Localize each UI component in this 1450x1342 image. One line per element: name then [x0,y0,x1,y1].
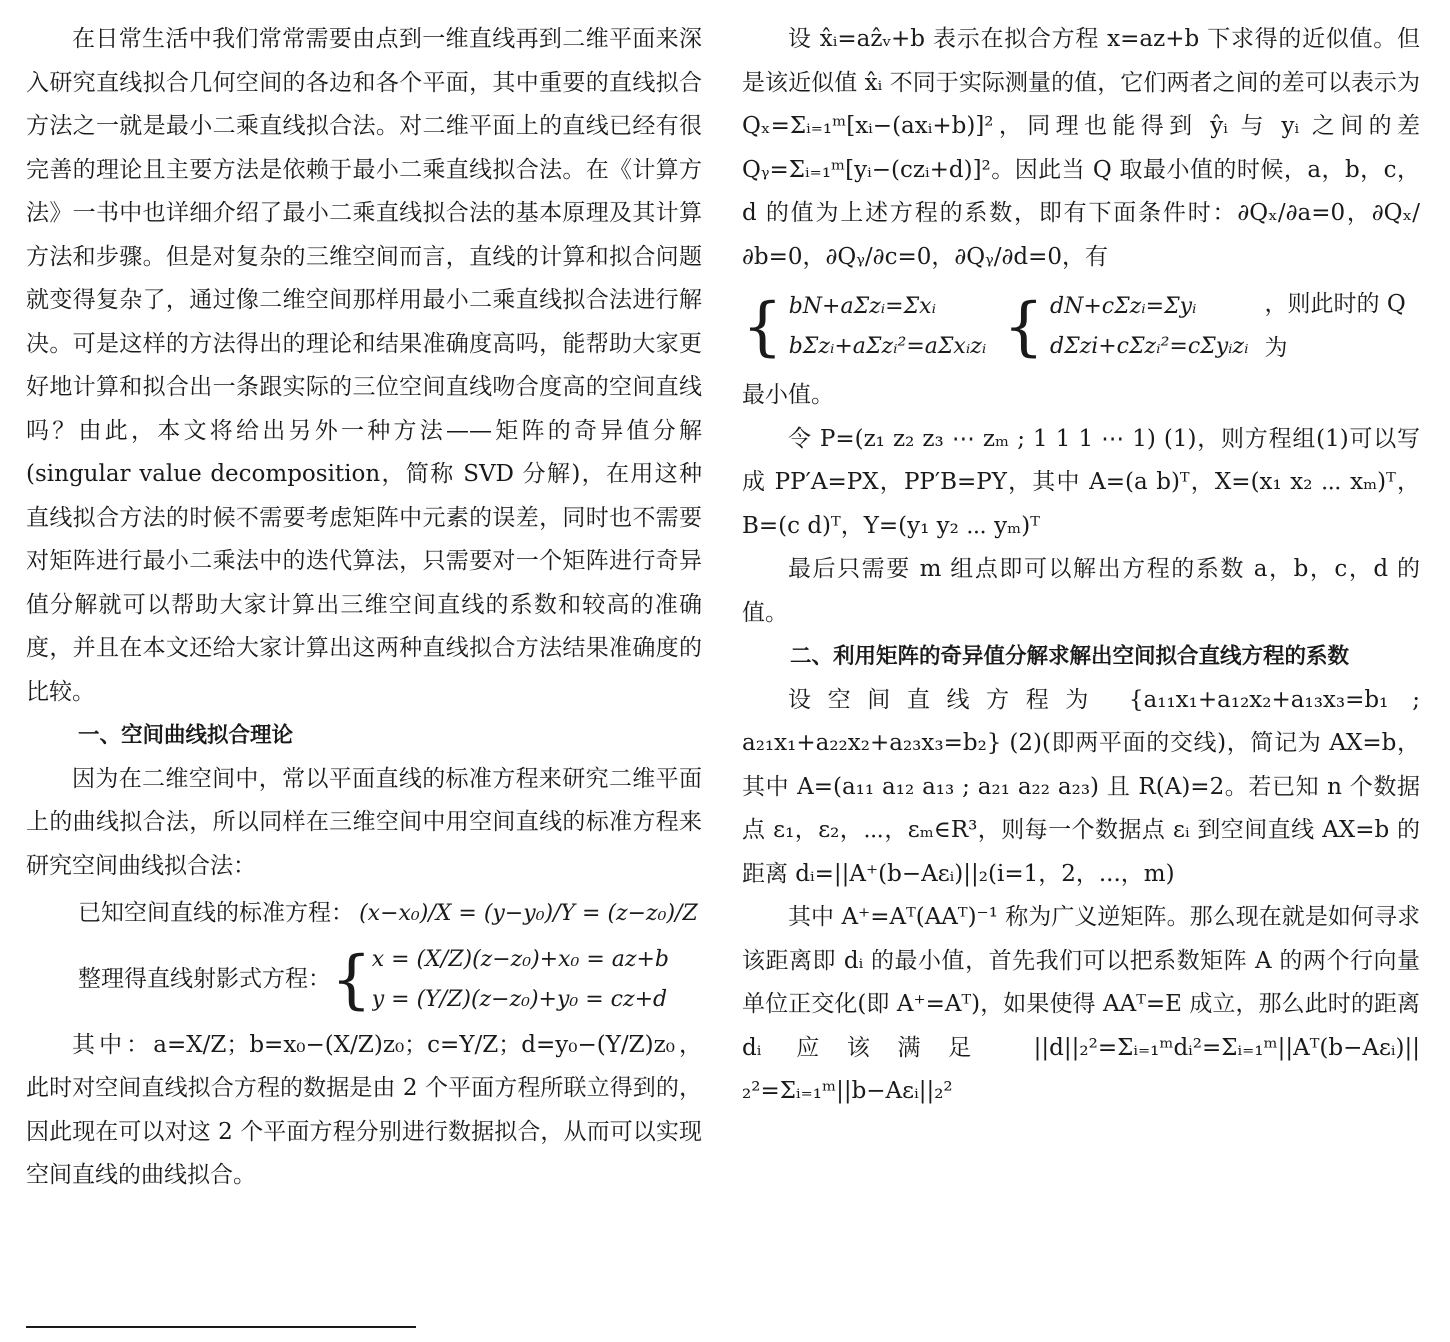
projection-equation [26,940,702,1020]
right-column [742,18,1420,1114]
system1 [789,287,998,367]
system2-brace: { [1003,289,1044,364]
projection-equation-lines [372,940,669,1020]
system1-brace: { [742,289,783,364]
coefficients-paragraph: 其中：a=X/Z；b=x₀−(X/Z)z₀；c=Y/Z；d=y₀−(Y/Z)z₀，此时对空间直线拟合方程的数据是由 2 个平面方程所联立得到的，因此现在可以对这 2 个平面方程分别进行数据拟合，从而可以实现空间直线的曲线拟合。 [26,1031,702,1188]
section-heading-2: 二、利用矩阵的奇异值分解求解出空间拟合直线方程的系数 [790,644,1350,669]
standard-equation [26,892,702,936]
system2 [1050,287,1259,367]
standard-equation-label: 已知空间直线的标准方程： [78,900,354,926]
projection-equation-x: x = (X/Z)(z−z₀)+x₀ = az+b [371,946,669,972]
projection-equation-y: y = (Y/Z)(z−z₀)+y₀ = cz+d [371,986,668,1012]
intro-paragraph: 在日常生活中我们常常需要由点到一维直线再到二维平面来深入研究直线拟合几何空间的各边和各个平面，其中重要的直线拟合方法之一就是最小二乘直线拟合法。对二维平面上的直线已经有很完善的理论且主要方法是依赖于最小二乘直线拟合法。在《计算方法》一书中也详细介绍了最小二乘直线拟合法的基本原理及其计算方法和步骤。但是对复杂的三维空间而言，直线的计算和拟合问题就变得复杂了，通过像二维空间那样用最小二乘直线拟合法进行解决。可是这样的方法得出的理论和结果准确度高吗，能帮助大家更好地计算和拟合出一条跟实际的三位空间直线吻合度高的空间直线吗？由此，本文将给出另外一种方法——矩阵的奇异值分解(singular value decomposition，简称 SVD 分解)，在用这种直线拟合方法的时候不需要考虑矩阵中元素的误差，同时也不需要对矩阵进行最小二乘法中的迭代算法，只需要对一个矩阵进行奇异值分解就可以帮助大家计算出三维空间直线的系数和较高的准确度，并且在本文还给大家计算出这两种直线拟合方法结果准确度的比较。 [26,26,702,705]
system1-line1: bN+aΣzᵢ=Σxᵢ [788,293,936,319]
solve-coefficients-paragraph: 最后只需要 m 组点即可以解出方程的系数 a，b，c，d 的值。 [742,556,1420,626]
system2-line1: dN+cΣzᵢ=Σyᵢ [1049,293,1197,319]
normal-equations [742,283,1420,370]
system1-line2: bΣzᵢ+aΣzᵢ²=aΣxᵢzᵢ [788,333,987,359]
footnote-rule [26,1326,416,1328]
minimum-text: 最小值。 [742,382,834,408]
theory-paragraph: 因为在二维空间中，常以平面直线的标准方程来研究二维平面上的曲线拟合法，所以同样在三维空间中用空间直线的标准方程来研究空间曲线拟合法： [26,765,702,879]
line-equation-paragraph: 设空间直线方程为 {a₁₁x₁+a₁₂x₂+a₁₃x₃=b₁ ; a₂₁x₁+a₂₂x₂+a₂₃x₃=b₂} (2)(即两平面的交线)，简记为 AX=b，其中 A=(a₁₁ a₁₂ a₁₃ ; a₂₁ a₂₂ a₂₃) 且 R(A)=2。若已知 n 个数据点 ε₁，ε₂，⋯，εₘ∈R³，则每一个数据点 εᵢ 到空间直线 AX=b 的距离 dᵢ=||A⁺(b−Aεᵢ)||₂(i=1，2，...，m) [742,686,1420,887]
approximation-paragraph: 设 x̂ᵢ=aẑᵥ+b 表示在拟合方程 x=az+b 下求得的近似值。但是该近似值 x̂ᵢ 不同于实际测量的值，它们两者之间的差可以表示为 Qₓ=Σᵢ₌₁ᵐ[xᵢ−(axᵢ+b)]²，同理也能得到 ŷᵢ 与 yᵢ 之间的差 Qᵧ=Σᵢ₌₁ᵐ[yᵢ−(czᵢ+d)]²。因此当 Q 取最小值的时候，a，b，c，d 的值为上述方程的系数，即有下面条件时：∂Qₓ/∂a=0，∂Qₓ/∂b=0，∂Qᵧ/∂c=0，∂Qᵧ/∂d=0，有 [742,26,1420,270]
section-heading-1: 一、空间曲线拟合理论 [78,723,294,748]
left-column [26,18,702,1198]
system2-line2: dΣzi+cΣzᵢ²=cΣyᵢzᵢ [1049,333,1249,359]
left-brace: { [331,942,372,1017]
projection-equation-label: 整理得直线射影式方程： [78,965,331,992]
matrix-p-paragraph: 令 P=(z₁ z₂ z₃ ⋯ zₘ ; 1 1 1 ⋯ 1) (1)，则方程组(1)可以写成 PP′A=PX，PP′B=PY，其中 A=(a b)ᵀ，X=(x₁ x₂ ⋯ xₘ)ᵀ，B=(c d)ᵀ，Y=(y₁ y₂ ⋯ yₘ)ᵀ [742,425,1420,539]
pseudoinverse-paragraph: 其中 A⁺=Aᵀ(AAᵀ)⁻¹ 称为广义逆矩阵。那么现在就是如何寻求该距离即 dᵢ 的最小值，首先我们可以把系数矩阵 A 的两个行向量单位正交化(即 A⁺=Aᵀ)，如果使得 AAᵀ=E 成立，那么此时的距离 dᵢ 应该满足 ||d||₂²=Σᵢ₌₁ᵐdᵢ²=Σᵢ₌₁ᵐ||Aᵀ(b−Aεᵢ)||₂²=Σᵢ₌₁ᵐ||b−Aεᵢ||₂² [742,904,1420,1104]
system-tail-text: ，则此时的 Q 为 [1264,291,1406,361]
standard-equation-formula: (x−x₀)/X = (y−y₀)/Y = (z−z₀)/Z [359,901,698,926]
